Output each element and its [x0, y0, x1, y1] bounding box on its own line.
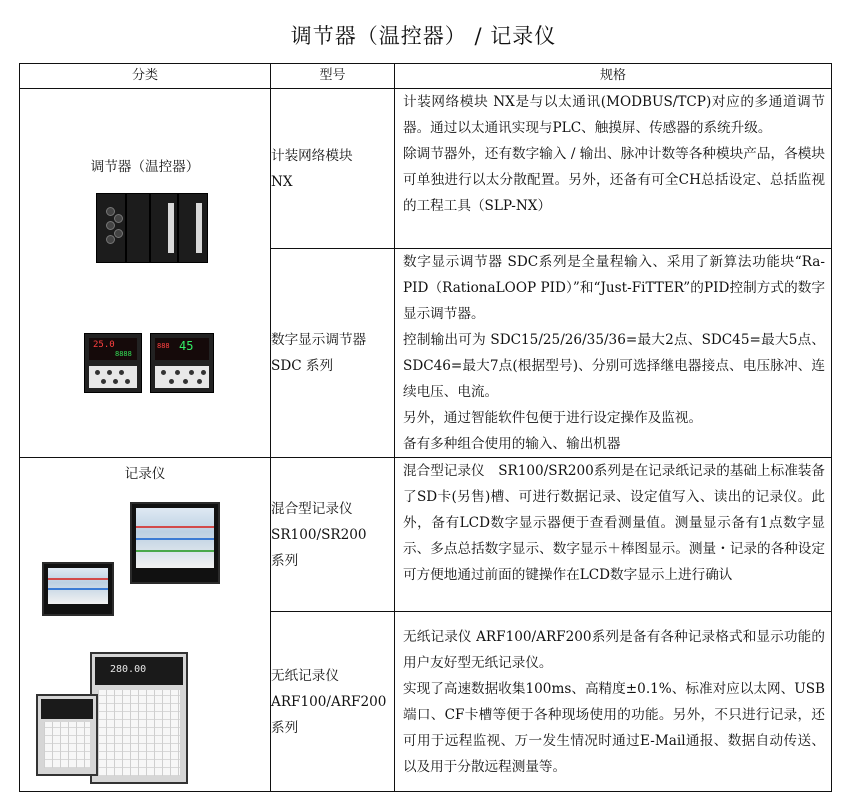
spec-cell-sr: 混合型记录仪 SR100/SR200系列是在记录纸记录的基础上标准装备了SD卡(另售)槽、可进行数据记录、设定值写入、读出的记录仪。此外，备有LCD数字显示器便于查看测量值。测量显示备有1点数字显示、多点总括数字显示、数字显示＋棒图显示。测量・记录的各种设定可方便地通过前面的键操作在LCD数字显示上进行确认 [395, 458, 832, 612]
sr-recorder-screen-image [130, 502, 220, 584]
category-label-recorder: 记录仪 [124, 466, 166, 482]
header-model: 型号 [271, 64, 395, 89]
sr-recorder-small-image [42, 562, 114, 616]
nx-module-image [96, 189, 208, 265]
header-category: 分类 [20, 64, 271, 89]
table-row [20, 458, 832, 612]
table-row [20, 89, 832, 249]
sdc-controller-image-large: 45 888 [150, 333, 214, 393]
arf-recorder-image-small [36, 694, 98, 776]
model-cell-arf: 无纸记录仪 ARF100/ARF200 系列 [271, 612, 395, 792]
spec-cell-sdc: 数字显示调节器 SDC系列是全量程输入、采用了新算法功能块“Ra-PID（RationaLOOP PID）”和“Just-FiTTER”的PID控制方式的数字显示调节器。 控制输出可为 SDC15/25/26/35/36=最大2点、SDC45=最大5点、SDC46=最大7点(根据型号)、分别可选择继电器接点、电压脉冲、连续电压、电流。 另外，通过智能软件包便于进行设定操作及监视。 备有多种组合使用的输入、输出机器 [395, 249, 832, 458]
spec-cell-arf: 无纸记录仪 ARF100/ARF200系列是备有各种记录格式和显示功能的用户友好型无纸记录仪。 实现了高速数据收集100ms、高精度±0.1%、标准对应以太网、USB端口、CF卡槽等便于各种现场使用的功能。另外，不只进行记录，还可用于远程监视、万一发生情况时通过E-Mail通报、数据自动传送、以及用于分散远程测量等。 [395, 612, 832, 792]
model-cell-nx: 计装网络模块 NX [271, 89, 395, 249]
category-cell-recorder [20, 458, 271, 792]
header-spec: 规格 [395, 64, 832, 89]
spec-table [19, 63, 832, 792]
sdc-controller-image-small: 25.0 8888 [84, 333, 142, 393]
header-row [20, 64, 832, 89]
spec-cell-nx: 计装网络模块 NX是与以太通讯(MODBUS/TCP)对应的多通道调节器。通过以太通讯实现与PLC、触摸屏、传感器的系统升级。 除调节器外，还有数字输入 / 输出、脉冲计数等各种模块产品，各模块可单独进行以太分散配置。另外，还备有可全CH总括设定、总括监视的工程工具（SLP-NX） [395, 89, 832, 249]
category-cell-controller [20, 89, 271, 458]
model-cell-sdc: 数字显示调节器 SDC 系列 [271, 249, 395, 458]
model-cell-sr: 混合型记录仪 SR100/SR200 系列 [271, 458, 395, 612]
page-title: 调节器（温控器） / 记录仪 [290, 24, 557, 48]
category-label-controller: 调节器（温控器） [90, 159, 200, 175]
arf-recorder-image-large: 280.00 [90, 652, 188, 784]
